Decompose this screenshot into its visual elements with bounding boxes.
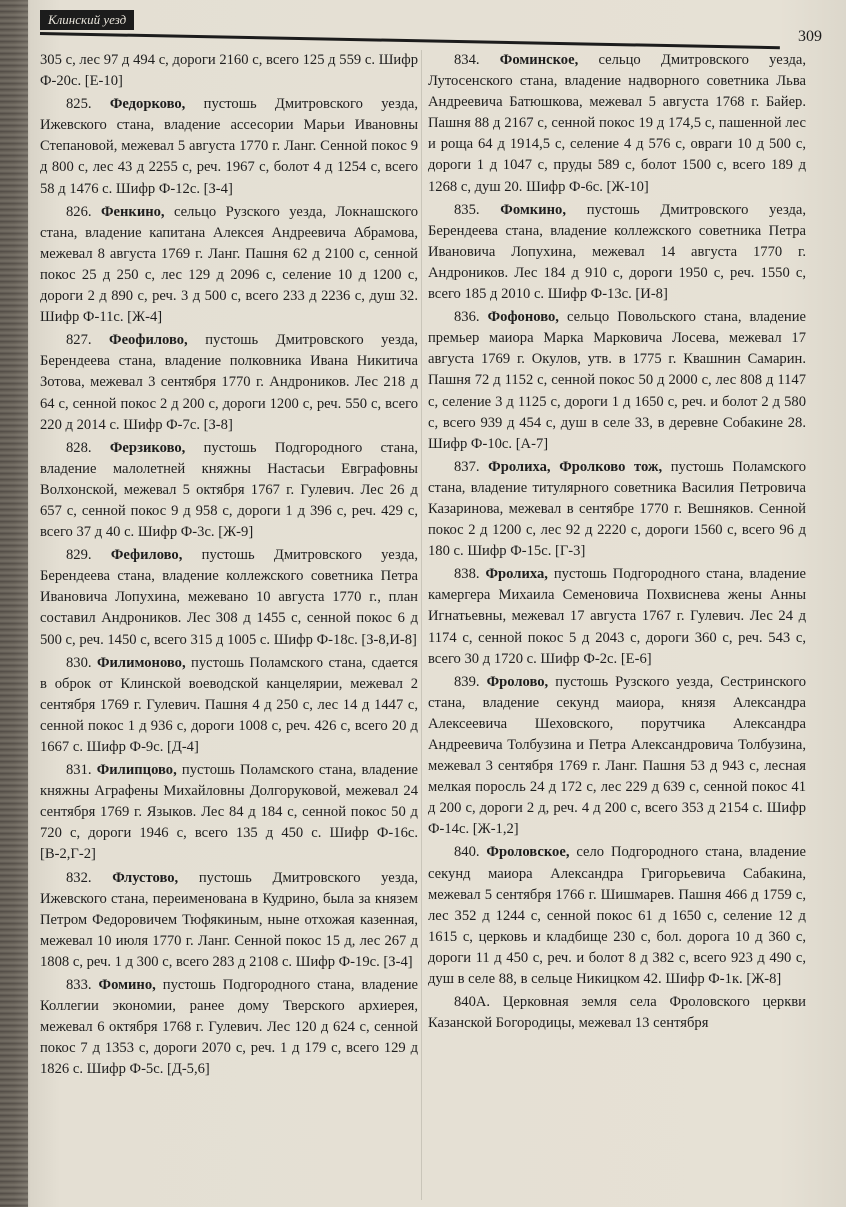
entry	[428, 992, 806, 1036]
entry	[40, 760, 418, 867]
entry-place-name: Фоминское,	[499, 52, 579, 68]
entry-place-name: Фомино,	[98, 977, 156, 994]
entry-text: пустошь Дмитровского уезда, Ижевского стана, переименована в Кудрино, была за князем Петром Федоровичем Тюфякиным, ныне отхожая казенная, межевал 10 июля 1770 г. Ланг. Сенной покос 15 д, лес 267 д 1808 с, реч. 1 д 300 с, всего 283 д 2108 с. Шифр Ф-19с. [З-4]	[40, 869, 418, 970]
entry	[40, 975, 418, 1082]
entry-text: пустошь Подгородного стана, владение камергера Михаила Семеновича Похвиснева жены Анны Игнатьевны, межевал 17 августа 1767 г. Гулевич. Лес 24 д 1174 с, сенной покос 5 д 2043 с, дороги 360 с, реч. 543 с, всего 30 д 1720 с. Шифр Ф-2с. [Е-6]	[428, 566, 806, 667]
entry-place-name: Фролиха,	[485, 566, 548, 583]
entry-number: 833.	[66, 977, 99, 994]
entry	[428, 457, 806, 564]
entry-text: пустошь Подгородного стана, владение Коллегии экономии, ранее дому Тверского архиерея, межевал 6 октября 1768 г. Гулевич. Лес 120 д 624 с, сенной покос 7 д 1353 с, дороги 2070 с, реч. 1 д 179 с, всего 129 д 1826 с. Шифр Ф-5с. [Д-5,6]	[40, 977, 419, 1078]
entry	[40, 94, 418, 201]
entry	[428, 564, 806, 671]
entry-number: 836.	[454, 309, 488, 326]
entry	[40, 868, 418, 975]
entry-place-name: Федорково,	[109, 96, 186, 113]
entry-place-name: Фролово,	[486, 673, 549, 690]
entry	[40, 438, 418, 545]
entry-number: 834.	[454, 52, 500, 68]
entry-text: сельцо Рузского уезда, Локнашского стана, владение капитана Алексея Андреевича Абрамова, межевал 8 августа 1769 г. Ланг. Пашня 62 д 2100 с, сенной покос 25 д 250 с, лес 129 д 2096 с, селение 10 д 1200 с, дороги 2 д 890 с, реч. 3 д 500 с, всего 233 д 2236 с, душ 32. Шифр Ф-11с. [Ж-4]	[40, 203, 419, 326]
entry-place-name: Филипцово,	[96, 762, 177, 779]
entry-number: 837.	[454, 458, 489, 475]
entry-text: 305 с, лес 97 д 494 с, дороги 2160 с, всего 125 д 559 с. Шифр Ф-20с. [Е-10]	[40, 52, 418, 90]
entry-place-name: Ферзиково,	[109, 439, 186, 456]
entry	[428, 50, 806, 200]
right-column	[428, 50, 806, 1036]
running-head: Клинский уезд	[40, 10, 134, 30]
entry-text: пустошь Дмитровского уезда, Берендеева стана, владение полковника Ивана Никитича Зотова, межевал 3 сентября 1770 г. Андроников. Лес 218 д 64 с, сенной покос 2 д 200 с, дороги 1200 с, реч. 550 с, всего 220 д 2014 с. Шифр Ф-7с. [З-8]	[40, 332, 418, 433]
entry-text: пустошь Дмитровского уезда, Ижевского стана, владение ассесории Марьи Ивановны Степановой, межевал 5 августа 1770 г. Ланг. Сенной покос 9 д 800 с, лес 43 д 2255 с, реч. 1967 с, болот 4 д 1254 с, всего 58 д 1476 с. Шифр Ф-12с. [З-4]	[40, 96, 419, 197]
entry-place-name: Фенкино,	[100, 203, 165, 220]
header-rule	[40, 32, 780, 49]
entry-text: пустошь Подгородного стана, владение малолетней княжны Настасьи Евграфовны Волхонской, межевал 5 октября 1767 г. Гулевич. Лес 26 д 657 с, сенной покос 9 д 958 с, дороги 1 д 396 с, реч. 429 с, всего 37 д 40 с. Шифр Ф-3с. [Ж-9]	[40, 439, 418, 541]
entry-number: 829.	[66, 547, 111, 564]
entry-number: 838.	[454, 566, 486, 583]
entry-number: 839.	[454, 673, 487, 690]
entry-text: пустошь Дмитровского уезда, Берендеева стана, владение коллежского советника Петра Ивановича Лопухина, межевал 14 августа 1770 г. Андроников. Лес 184 д 910 с, дороги 1950 с, реч. 1550 с, всего 185 д 2010 с. Шифр Ф-13с. [И-8]	[428, 201, 806, 303]
entry	[40, 653, 418, 760]
entry	[40, 202, 418, 331]
entry-place-name: Филимоново,	[96, 654, 186, 671]
entry-number: 825.	[66, 96, 110, 113]
entry-text: пустошь Поламского стана, владение титулярного советника Василия Петровича Казаринова, межевал в сентябре 1770 г. Вешняков. Сенной покос 2 д 1200 с, лес 92 д 2220 с, дороги 1560 с, всего 96 д 180 с. Шифр Ф-15с. [Г-3]	[428, 458, 807, 560]
entry-text: село Подгородного стана, владение секунд маиора Александра Григорьевича Сабакина, межевал 5 сентября 1766 г. Шишмарев. Пашня 466 д 1759 с, лес 352 д 1244 с, сенной покос 61 д 1650 с, селение 12 д 1615 с, церковь и кладбище 230 с, бол. дорога 10 д 360 с, дороги 11 д 450 с, реч. и болот 8 д 382 с, всего 923 д 490 с, душ в селе 88, в сельце Никицком 42. Шифр Ф-1к. [Ж-8]	[428, 844, 806, 988]
entry-place-name: Феофилово,	[109, 332, 188, 349]
entry-number: 835.	[454, 201, 501, 218]
entry-number: 828.	[66, 439, 110, 456]
entry-place-name: Фролиха, Фролково тож,	[488, 458, 663, 475]
entry-place-name: Фефилово,	[110, 547, 183, 564]
entry	[428, 842, 806, 992]
entry-place-name: Флустово,	[112, 869, 179, 886]
entry-text: пустошь Рузского уезда, Сестринского стана, владение секунд маиора, князя Александра Алексеевича Шеховского, порутчика Александра Андреевича Толбузина и Петра Александровича Толбузина, межевал 3 сентября 1769 г. Ланг. Пашня 53 д 943 с, лесная мелкая поросль 24 д 172 с, лес 229 д 639 с, сенной покос 41 д 200 с, дороги 2 д, реч. 4 д 200 с, всего 353 д 2154 с. Шифр Ф-14с. [Ж-1,2]	[428, 673, 806, 838]
entry-number: 831.	[66, 762, 97, 779]
entry-number: 826.	[66, 203, 101, 220]
entry-place-name: Фофоново,	[487, 309, 559, 326]
entry-text: сельцо Дмитровского уезда, Лутосенского стана, владение надворного советника Льва Андреевича Батюшкова, межевал 5 августа 1768 г. Байер. Пашня 88 д 2167 с, сенной покос 19 д 174,5 с, пашенной лес и роща 64 д 1914,5 с, селение 4 д 576 с, овраги 10 д 500 с, дороги 1 д 1047 с, пруды 589 с, болот 1500 с, всего 189 д 1268 с, душ 20. Шифр Ф-6с. [Ж-10]	[428, 52, 806, 195]
entry	[428, 672, 806, 843]
entry-number: 840А.	[454, 994, 503, 1011]
entry-number: 830.	[66, 654, 97, 671]
entry-text: Церковная земля села Фроловского церкви Казанской Богородицы, межевал 13 сентября	[428, 994, 806, 1032]
entry-text: пустошь Дмитровского уезда, Берендеева стана, владение коллежского советника Петра Ивановича Лопухина, межевано 10 августа 1770 г., план составил Андроников. Лес 308 д 1455 с, сенной покос 6 д 500 с, реч. 1450 с, всего 315 д 1005 с. Шифр Ф-18с. [З-8,И-8]	[40, 547, 418, 648]
page-edge-shadow	[0, 0, 28, 1207]
entry-number: 840.	[454, 844, 487, 861]
entry	[40, 50, 418, 94]
entry	[40, 545, 418, 652]
entry-place-name: Фомкино,	[500, 201, 566, 218]
page-number: 309	[798, 28, 822, 45]
entry-text: пустошь Поламского стана, владение княжны Аграфены Михайловны Долгоруковой, межевал 24 сентября 1769 г. Языков. Лес 84 д 184 с, сенной покос 50 д 720 с, дороги 1946 с, всего 135 д 450 с. Шифр Ф-16с. [В-2,Г-2]	[40, 762, 419, 863]
left-column	[40, 50, 418, 1083]
entry-place-name: Фроловское,	[486, 844, 570, 861]
page-header	[30, 6, 836, 50]
entry	[40, 330, 418, 437]
entry-number: 827.	[66, 332, 110, 349]
entry	[428, 200, 806, 307]
column-gutter	[421, 50, 422, 1200]
entry-text: пустошь Поламского стана, сдается в оброк от Клинской воеводской канцелярии, межевал 2 сентября 1769 г. Гулевич. Пашня 4 д 250 с, лес 14 д 1447 с, сенной покос 1 д 936 с, дороги 1008 с, реч. 426 с, всего 20 д 1667 с. Шифр Ф-9с. [Д-4]	[40, 654, 418, 755]
entry	[428, 307, 806, 457]
entry-number: 832.	[66, 869, 113, 886]
entry-text: сельцо Повольского стана, владение премьер маиора Марка Марковича Лосева, межевал 17 августа 1769 г. Окулов, утв. в 1775 г. Квашнин Самарин. Пашня 72 д 1152 с, сенной покос 50 д 2000 с, лес 808 д 1147 с, селение 3 д 1125 с, дороги 1 д 1650 с, реч. и болот 2 д 580 с, всего 939 д 454 с, душ в селе 33, в деревне Собакине 28. Шифр Ф-10с. [А-7]	[428, 309, 807, 452]
